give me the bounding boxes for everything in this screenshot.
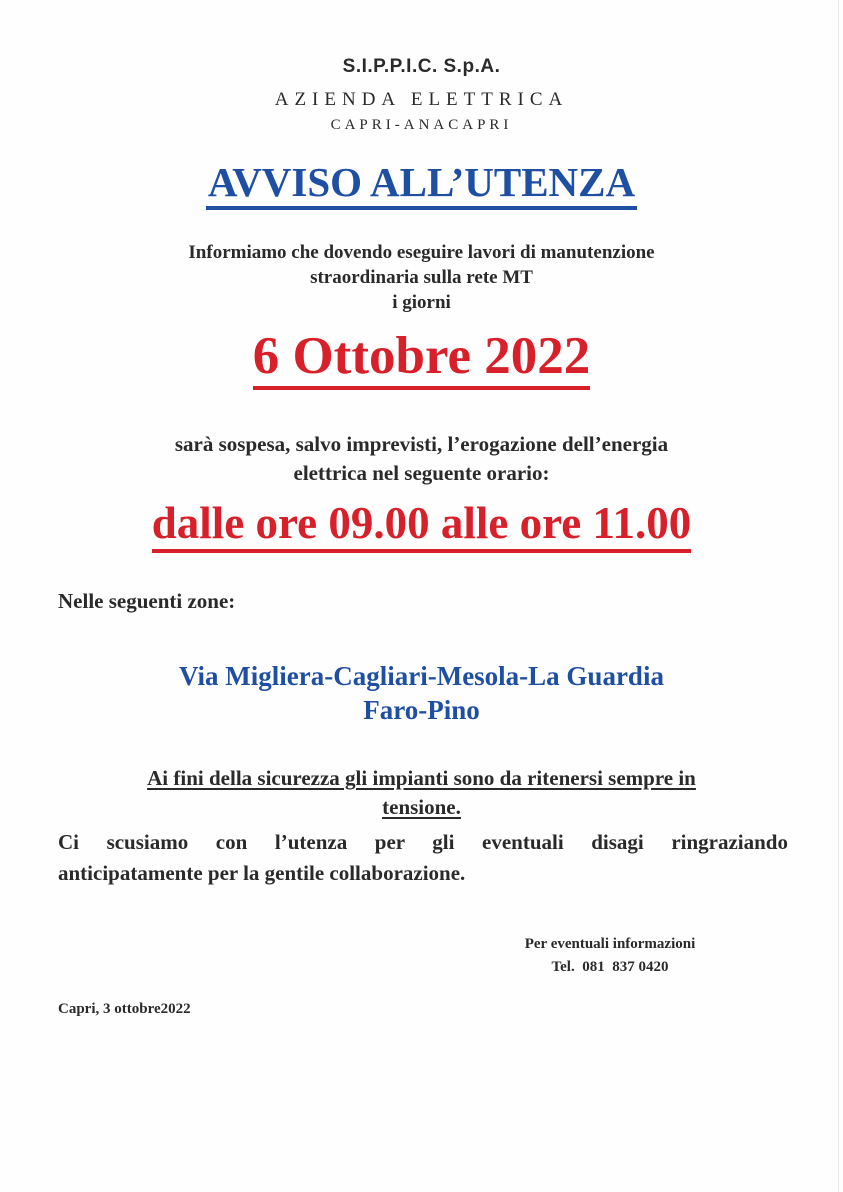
company-city: CAPRI-ANACAPRI	[330, 117, 513, 133]
company-name: S.I.P.P.I.C. S.p.A.	[342, 56, 501, 77]
zone-line: Faro-Pino	[363, 695, 480, 725]
outage-hours	[0, 497, 843, 553]
apology-paragraph	[58, 827, 788, 889]
safety-line: Ai fini della sicurezza gli impianti sono da ritenersi sempre in	[147, 766, 696, 790]
notice-title-text: AVVISO ALL’UTENZA	[206, 158, 637, 210]
outage-date-text: 6 Ottobre 2022	[253, 326, 591, 390]
contact-phone: Tel. 081 837 0420	[551, 959, 669, 975]
company-subtitle: AZIENDA ELETTRICA	[274, 89, 569, 110]
outage-date	[0, 326, 843, 390]
suspension-line: sarà sospesa, salvo imprevisti, l’erogazione dell’energia	[174, 432, 669, 456]
zones-list	[0, 659, 843, 727]
zone-line: Via Migliera-Cagliari-Mesola-La Guardia	[179, 661, 664, 691]
contact-label: Per eventuali informazioni	[524, 936, 696, 952]
safety-warning	[0, 764, 843, 822]
apology-line: anticipatamente per la gentile collaborazione.	[58, 861, 466, 885]
safety-line: tensione.	[382, 795, 461, 819]
intro-paragraph	[0, 240, 843, 315]
intro-line: Informiamo che dovendo eseguire lavori di manutenzione	[188, 242, 655, 263]
intro-line: i giorni	[392, 292, 451, 313]
apology-line: Ci scusiamo con l’utenza per gli eventuali disagi ringraziando	[58, 830, 788, 854]
intro-line: straordinaria sulla rete MT	[310, 267, 533, 288]
place-and-date: Capri, 3 ottobre2022	[58, 1001, 191, 1017]
suspension-line: elettrica nel seguente orario:	[293, 461, 550, 485]
outage-hours-text: dalle ore 09.00 alle ore 11.00	[152, 497, 692, 553]
zones-label: Nelle seguenti zone:	[58, 589, 236, 613]
notice-title	[0, 158, 843, 210]
contact-info	[460, 933, 760, 979]
suspension-paragraph	[0, 430, 843, 488]
